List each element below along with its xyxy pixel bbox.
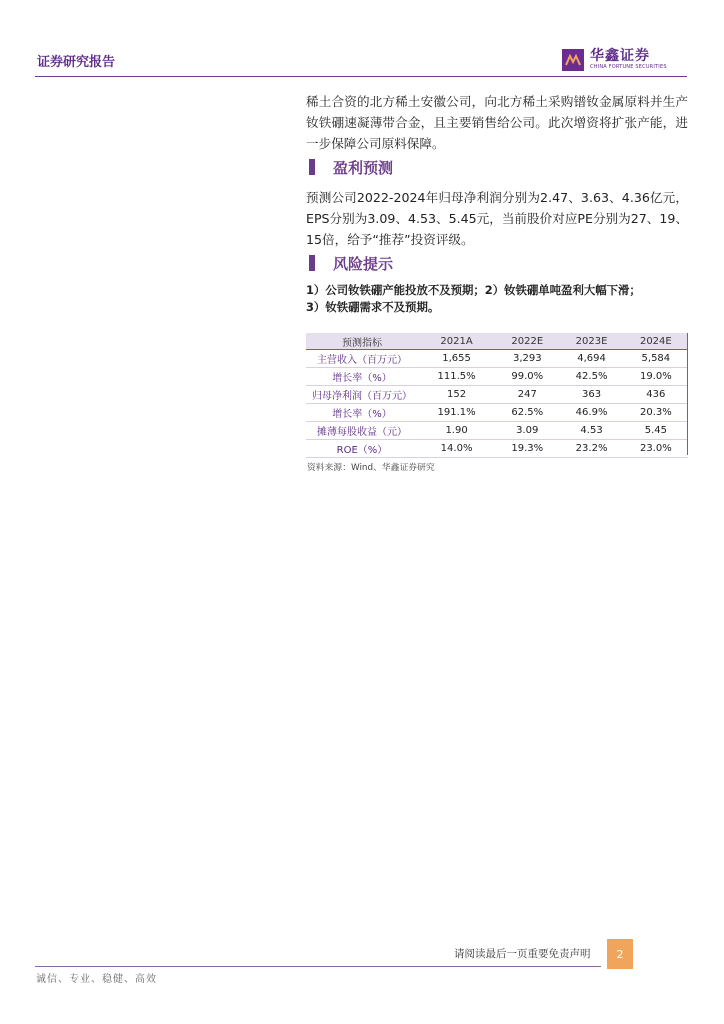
table-cell: 1.90 [418, 422, 495, 440]
table-cell: 5.45 [624, 422, 688, 440]
table-row [306, 368, 688, 386]
row-label: ROE（%） [306, 440, 418, 458]
table-cell: 363 [559, 386, 623, 404]
table-cell: 3.09 [495, 422, 559, 440]
row-label: 增长率（%） [306, 404, 418, 422]
table-right-border [687, 333, 688, 455]
row-label: 摊薄每股收益（元） [306, 422, 418, 440]
table-cell: 99.0% [495, 368, 559, 386]
disclaimer-note: 请阅读最后一页重要免责声明 [454, 948, 591, 960]
table-row [306, 350, 688, 368]
table-row [306, 386, 688, 404]
table-cell: 5,584 [624, 350, 688, 368]
report-type-title: 证券研究报告 [37, 55, 116, 70]
table-source-note: 资料来源：Wind、华鑫证券研究 [307, 463, 435, 473]
table-cell: 1,655 [418, 350, 495, 368]
table-cell: 436 [624, 386, 688, 404]
row-label: 主营收入（百万元） [306, 350, 418, 368]
table-cell: 20.3% [624, 404, 688, 422]
table-cell: 23.0% [624, 440, 688, 458]
profit-forecast-heading [306, 157, 393, 177]
section-marker [309, 255, 315, 271]
table-row [306, 440, 688, 458]
table-row [306, 404, 688, 422]
footer-motto: 诚信、专业、稳健、高效 [36, 974, 157, 985]
logo-mark-icon [562, 49, 584, 71]
table-cell: 3,293 [495, 350, 559, 368]
table-header-cell: 2023E [559, 333, 623, 350]
page-number-badge: 2 [607, 939, 633, 969]
table-header-cell: 2021A [418, 333, 495, 350]
profit-paragraph: 预测公司2022-2024年归母净利润分别为2.47、3.63、4.36亿元，EPS分别为3.09、4.53、5.45元，当前股价对应PE分别为27、19、15倍，给予“推荐”投资评级。 [306, 190, 688, 247]
table-cell: 4,694 [559, 350, 623, 368]
section-title: 盈利预测 [333, 158, 394, 177]
company-logo [562, 46, 667, 74]
table-cell: 4.53 [559, 422, 623, 440]
section-marker [309, 159, 315, 175]
logo-name-en: CHINA FORTUNE SECURITIES [590, 64, 667, 70]
logo-name-cn: 华鑫证券 [590, 48, 650, 64]
table-row [306, 422, 688, 440]
risk-line-2: 3）钕铁硼需求不及预期。 [306, 300, 440, 314]
table-cell: 247 [495, 386, 559, 404]
header-divider [35, 76, 687, 77]
forecast-table [306, 333, 688, 458]
risk-line-1: 1）公司钕铁硼产能投放不及预期；2）钕铁硼单吨盈利大幅下滑； [306, 283, 641, 297]
row-label: 归母净利润（百万元） [306, 386, 418, 404]
table-header-cell: 2024E [624, 333, 688, 350]
table-cell: 19.0% [624, 368, 688, 386]
table-cell: 19.3% [495, 440, 559, 458]
table-header-row [306, 333, 688, 350]
table-cell: 62.5% [495, 404, 559, 422]
table-cell: 46.9% [559, 404, 623, 422]
table-cell: 191.1% [418, 404, 495, 422]
row-label: 增长率（%） [306, 368, 418, 386]
table-cell: 14.0% [418, 440, 495, 458]
table-cell: 23.2% [559, 440, 623, 458]
table-cell: 42.5% [559, 368, 623, 386]
risk-heading [306, 253, 393, 273]
section-title: 风险提示 [333, 254, 394, 273]
intro-paragraph: 稀土合资的北方稀土安徽公司，向北方稀土采购镨钕金属原料并生产钕铁硼速凝薄带合金，且主要销售给公司。此次增资将扩张产能，进一步保障公司原料保障。 [306, 94, 688, 151]
footer-divider [35, 966, 601, 967]
table-cell: 152 [418, 386, 495, 404]
table-header-cell: 2022E [495, 333, 559, 350]
table-cell: 111.5% [418, 368, 495, 386]
table-header-cell: 预测指标 [306, 333, 418, 350]
